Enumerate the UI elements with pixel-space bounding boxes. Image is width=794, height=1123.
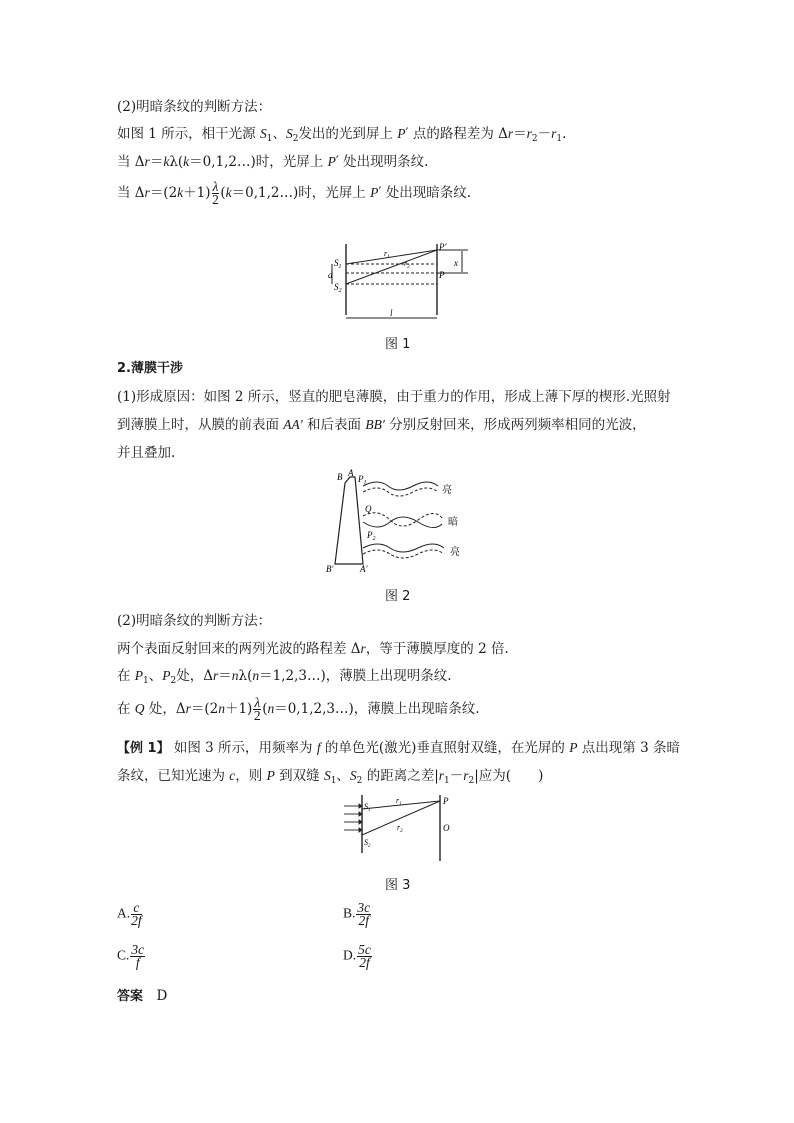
label-s1: $S_1$ <box>364 802 371 813</box>
label-s2: $S_2$ <box>364 838 371 849</box>
label-p1: $P_1$ <box>358 474 367 486</box>
example-line: 【例 1】 如图 3 所示，用频率为 f 的单色光(激光)垂直照射双缝，在光屏的 P 点出现第 3 条暗 <box>117 740 680 756</box>
label-p: P <box>443 796 449 806</box>
label-x: x <box>454 258 458 268</box>
label-b-prime: B′ <box>326 564 334 574</box>
label-a-prime: A′ <box>360 564 368 574</box>
text-line: 如图 1 所示，相干光源 $S_1$、$S_2$发出的光到屏上 P′ 点的路程差为 $\Delta r=r_2-r_1$. <box>117 126 567 144</box>
label-b: B <box>337 472 343 482</box>
figure-caption: 图 3 <box>385 878 411 893</box>
label-r1: $r_1$ <box>396 796 402 807</box>
label-p2: $P_2$ <box>367 530 376 542</box>
text-line: 当 Δr＝kλ(k＝0,1,2…)时，光屏上 P′ 处出现明条纹. <box>117 154 429 170</box>
label-d: d <box>328 270 333 280</box>
label-a: A <box>348 468 354 478</box>
option-c[interactable]: C. $\frac{3c}{f}$ <box>117 942 145 970</box>
section-heading: (2)明暗条纹的判断方法： <box>117 613 272 629</box>
label-bright-2: 亮 <box>450 547 460 558</box>
option-d[interactable]: D. $\frac{5c}{2f}$ <box>343 942 371 970</box>
section-heading: 2.薄膜干涉 <box>117 361 183 376</box>
fraction: $\frac{\lambda}{2}$ <box>253 695 261 723</box>
label-l: l <box>390 308 393 318</box>
label-s2: $S_2$ <box>334 282 342 294</box>
text-line: 当 Δr＝(2k＋1) $\frac{\lambda}{2}$ (k＝0,1,2…)时，光屏上 P′ 处出现暗条纹. <box>117 179 471 207</box>
text-line: 并且叠加. <box>117 445 176 461</box>
option-a[interactable]: A. $\frac{c}{2f}$ <box>117 900 142 928</box>
figure-1-double-slit-diagram <box>320 240 480 325</box>
figure-caption: 图 2 <box>385 589 411 604</box>
example-line: 条纹，已知光速为 c，则 P 到双缝 $S_1$、$S_2$ 的距离之差$|r_1-r_2|$应为( ) <box>117 768 544 786</box>
text-line: 在 Q 处，Δr＝(2n＋1) $\frac{\lambda}{2}$ (n＝0,1,2,3…)，薄膜上出现暗条纹. <box>117 695 480 723</box>
figure-caption: 图 1 <box>385 337 411 352</box>
answer-line: 答案 D <box>117 988 168 1004</box>
label-r2: $r_2$ <box>404 259 410 270</box>
text-line: 在 $P_1$、$P_2$处，Δr＝nλ(n＝1,2,3…)，薄膜上出现明条纹. <box>117 668 452 686</box>
label-r1: $r_1$ <box>384 249 390 260</box>
label-o: O <box>443 823 450 833</box>
label-s1: $S_1$ <box>334 258 342 270</box>
option-b[interactable]: B. $\frac{3c}{2f}$ <box>343 900 371 928</box>
text-line: 到薄膜上时，从膜的前表面 AA′ 和后表面 BB′ 分别反射回来，形成两列频率相同的光波， <box>117 417 646 433</box>
label-q: Q <box>365 504 372 514</box>
label-p-prime: P′ <box>439 242 447 252</box>
section-heading: (2)明暗条纹的判断方法： <box>117 99 272 115</box>
text-line: (1)形成原因：如图 2 所示，竖直的肥皂薄膜，由于重力的作用，形成上薄下厚的楔形.光照射 <box>117 389 671 405</box>
label-bright-1: 亮 <box>442 485 452 496</box>
label-p: P <box>439 270 445 280</box>
figure-3-double-slit-diagram <box>340 793 460 863</box>
label-r2: $r_2$ <box>397 823 403 834</box>
label-dark: 暗 <box>448 517 458 528</box>
figure-2-thin-film-diagram <box>318 468 478 578</box>
text-line: 两个表面反射回来的两列光波的路程差 Δr，等于薄膜厚度的 2 倍. <box>117 641 509 657</box>
fraction: $\frac{\lambda}{2}$ <box>212 179 219 207</box>
